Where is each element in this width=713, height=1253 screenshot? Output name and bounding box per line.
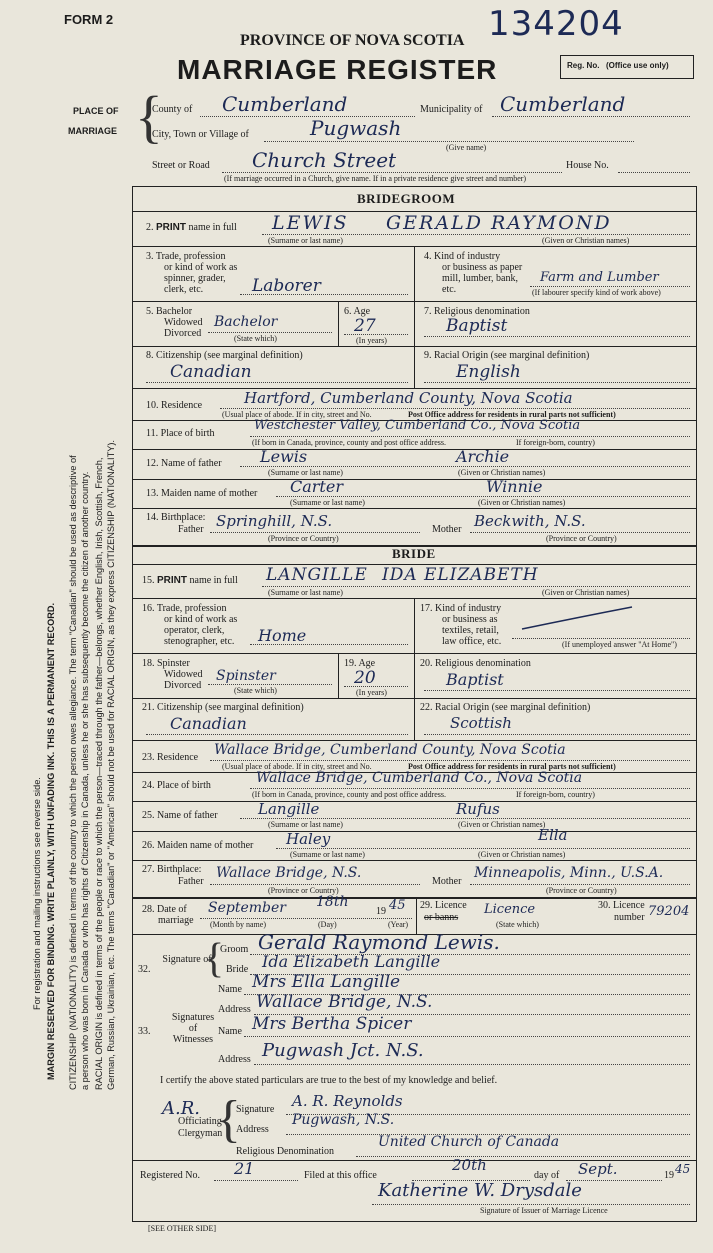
place-brace: { — [135, 84, 163, 149]
bride-religion-label: 20. Religious denomination — [420, 658, 531, 669]
marriage-date-label-b: marriage — [158, 915, 194, 926]
groom-trade-label-2: or kind of work as — [164, 262, 238, 273]
filed-day-of: day of — [534, 1170, 560, 1181]
groom-status-label-3: Divorced — [164, 328, 202, 339]
groom-sig-label: Groom — [220, 944, 249, 955]
bride-name-label — [142, 575, 238, 586]
marriage-year-caption: (Year) — [388, 920, 409, 929]
licence-number: 79204 — [648, 904, 690, 919]
bride-residence-caption-a: (Usual place of abode. If in city, street and No. — [222, 762, 372, 771]
filed-day: 20th — [452, 1156, 487, 1174]
groom-trade-value: Laborer — [252, 276, 321, 296]
marriage-day-caption: (Day) — [318, 920, 337, 929]
bride-name-rest: name in full — [189, 575, 238, 586]
bride-sig-label: Bride — [226, 964, 249, 975]
bride-birthplace-caption-a: (If born in Canada, province, county and post office address. — [252, 790, 447, 799]
witness-num: 33. — [138, 1026, 151, 1037]
registered-label: Registered No. — [140, 1170, 200, 1181]
bride-status-value: Spinster — [216, 668, 276, 684]
bride-trade-label-3: operator, clerk, — [164, 625, 225, 636]
bride-industry-label-4: law office, etc. — [442, 636, 502, 647]
groom-father-province-caption: (Province or Country) — [268, 534, 339, 543]
issuer-caption: Signature of Issuer of Marriage Licence — [480, 1206, 608, 1215]
marriage-day: 18th — [316, 894, 349, 910]
bride-industry-caption: (If unemployed answer "At Home") — [562, 640, 677, 649]
margin-racial-def-2: German, Russian, Ukrainian, etc. The terms "Canadian" or "American" should not be used for RACIAL ORIGIN, as they express CITIZENSHIP (NATIONALITY). — [106, 440, 116, 1090]
document-title: MARRIAGE REGISTER — [177, 54, 498, 85]
bride-industry-label-2: or business as — [442, 614, 498, 625]
filed-year: 45 — [675, 1162, 691, 1176]
bride-racial-value: Scottish — [450, 714, 512, 732]
clergy-address: Pugwash, N.S. — [292, 1112, 395, 1128]
groom-industry-caption: (If labourer specify kind of work above) — [532, 288, 661, 297]
give-name-caption: (Give name) — [446, 143, 487, 152]
margin-binding-note: MARGIN RESERVED FOR BINDING. WRITE PLAINLY, WITH UNFADING INK. THIS IS A PERMANENT RECORD. — [46, 602, 56, 1080]
bride-trade-label-4: stenographer, etc. — [164, 636, 235, 647]
bride-citizenship-value: Canadian — [170, 714, 247, 733]
bride-trade-value: Home — [258, 626, 307, 645]
clergy-address-label: Address — [236, 1124, 269, 1135]
bride-mother-surname: Haley — [286, 830, 331, 848]
licence-number-label: 30. Licence — [598, 900, 645, 911]
groom-trade-label — [146, 251, 237, 295]
denomination-label: Religious Denomination — [236, 1146, 335, 1157]
city-label: City, Town or Village of — [152, 129, 249, 140]
bride-age-label: 19. Age — [344, 658, 376, 669]
groom-surname: LEWIS — [272, 212, 349, 234]
sig-brace: { — [204, 936, 225, 982]
bride-signature: Ida Elizabeth Langille — [262, 952, 441, 971]
groom-parents-birthplace-label: 14. Birthplace: — [146, 512, 206, 523]
bride-given-caption: (Given or Christian names) — [542, 588, 630, 597]
groom-citizenship-value: Canadian — [170, 362, 252, 382]
street-label: Street or Road — [152, 160, 210, 171]
bride-trade-label-1: 16. Trade, profession — [142, 603, 227, 614]
groom-religion-value: Baptist — [446, 316, 508, 336]
municipality-label: Municipality of — [420, 104, 483, 115]
clergy-denomination: United Church of Canada — [378, 1134, 560, 1150]
groom-birthplace-caption-a: (If born in Canada, province, county and post office address. — [252, 438, 447, 447]
bride-status-label — [142, 658, 202, 691]
street-value: Church Street — [252, 148, 397, 172]
clergy-brace: { — [216, 1091, 241, 1148]
groom-father-birthplace-label: Father — [178, 524, 204, 535]
groom-status-value: Bachelor — [214, 314, 278, 330]
bride-father-label: 25. Name of father — [142, 810, 218, 821]
witness-label: Signatures of Witnesses — [171, 1012, 215, 1045]
bride-status-label-1: 18. Spinster — [142, 658, 190, 669]
groom-given: GERALD RAYMOND — [386, 212, 612, 234]
bride-father-surname-caption: (Surname or last name) — [268, 820, 343, 829]
county-value: Cumberland — [222, 92, 348, 116]
licence-banns-label: or banns — [424, 912, 459, 923]
sig-32-num: 32. — [138, 964, 151, 975]
bride-father-given: Rufus — [456, 800, 500, 818]
reg-box-note: (Office use only) — [606, 61, 669, 70]
bride-residence-value: Wallace Bridge, Cumberland County, Nova Scotia — [214, 742, 566, 758]
bride-age-value: 20 — [354, 668, 376, 688]
bride-industry-label-3: textiles, retail, — [442, 625, 499, 636]
groom-residence-caption-b: Post Office address for residents in rural parts not sufficient) — [408, 410, 616, 419]
groom-name-label — [146, 222, 237, 233]
bride-religion-value: Baptist — [446, 670, 504, 689]
groom-surname-caption: (Surname or last name) — [268, 236, 343, 245]
form-number: FORM 2 — [64, 12, 114, 27]
province-heading: PROVINCE OF NOVA SCOTIA — [240, 32, 465, 49]
bride-mother-birthplace-label: Mother — [432, 876, 462, 887]
bride-given: IDA ELIZABETH — [382, 565, 539, 585]
groom-mother-surname: Carter — [290, 477, 343, 496]
bride-birthplace-caption-b: If foreign-born, country) — [516, 790, 595, 799]
bride-mother-given: Ella — [538, 826, 568, 844]
bride-name-num: 15. — [142, 575, 155, 586]
groom-status-label-2: Widowed — [164, 317, 203, 328]
groom-industry-label-3: mill, lumber, bank, — [442, 273, 518, 284]
officiating-label-2: Clergyman — [178, 1128, 223, 1139]
groom-father-birthplace: Springhill, N.S. — [216, 512, 333, 530]
bride-parents-birthplace-label: 27. Birthplace: — [142, 864, 202, 875]
street-caption: (If marriage occurred in a Church, give name. If in a private residence give street and number) — [224, 174, 527, 183]
groom-age-caption: (In years) — [356, 336, 387, 345]
officiating-label-1: Officiating — [178, 1116, 222, 1127]
bride-mother-label: 26. Maiden name of mother — [142, 840, 254, 851]
groom-religion-label: 7. Religious denomination — [424, 306, 530, 317]
witness1-address: Wallace Bridge, N.S. — [256, 992, 433, 1012]
groom-status-label-1: 5. Bachelor — [146, 306, 193, 317]
see-other-side: [SEE OTHER SIDE] — [148, 1224, 216, 1233]
bride-age-caption: (In years) — [356, 688, 387, 697]
groom-residence-value: Hartford, Cumberland County, Nova Scotia — [244, 389, 573, 407]
witness2-address: Pugwash Jct. N.S. — [262, 1040, 424, 1061]
certify-statement: I certify the above stated particulars are true to the best of my knowledge and belief. — [160, 1075, 498, 1086]
county-label: County of — [152, 104, 193, 115]
bride-heading: BRIDE — [392, 546, 436, 561]
witness2-name: Mrs Bertha Spicer — [252, 1014, 412, 1034]
bride-racial-label: 22. Racial Origin (see marginal definition) — [420, 702, 591, 713]
clergy-signature: A. R. Reynolds — [292, 1092, 403, 1110]
w2-address-label: Address — [218, 1054, 251, 1065]
filed-month: Sept. — [578, 1160, 618, 1178]
bride-father-given-caption: (Given or Christian names) — [458, 820, 546, 829]
marriage-year-prefix: 19 — [376, 906, 386, 917]
bride-birthplace-label: 24. Place of birth — [142, 780, 211, 791]
groom-father-given: Archie — [456, 447, 510, 466]
bride-surname: LANGILLE — [266, 565, 368, 585]
marriage-date-label — [142, 904, 187, 915]
groom-father-surname: Lewis — [260, 447, 308, 466]
groom-industry-value: Farm and Lumber — [540, 270, 659, 285]
marriage-month-caption: (Month by name) — [210, 920, 266, 929]
house-no-label: House No. — [566, 160, 609, 171]
groom-citizenship-label: 8. Citizenship (see marginal definition) — [146, 350, 303, 361]
groom-trade-label-1: 3. Trade, profession — [146, 251, 226, 262]
bride-status-label-3: Divorced — [164, 680, 202, 691]
bride-residence-caption-b: Post Office address for residents in rural parts not sufficient) — [408, 762, 616, 771]
groom-mother-given-caption: (Given or Christian names) — [478, 498, 566, 507]
groom-mother-birthplace-label: Mother — [432, 524, 462, 535]
register-number: 134204 — [488, 4, 624, 44]
w2-name-label: Name — [218, 1026, 242, 1037]
groom-trade-label-4: clerk, etc. — [164, 284, 204, 295]
groom-father-label: 12. Name of father — [146, 458, 222, 469]
licence-number-label-b: number — [614, 912, 645, 923]
groom-trade-label-3: spinner, grader, — [164, 273, 226, 284]
filed-year-prefix: 19 — [664, 1170, 674, 1181]
bride-residence-label: 23. Residence — [142, 752, 199, 763]
groom-state-which: (State which) — [234, 334, 277, 343]
bride-birthplace-value: Wallace Bridge, Cumberland Co., Nova Scotia — [256, 770, 583, 786]
bride-mother-province-caption: (Province or Country) — [546, 886, 617, 895]
reg-box-label: Reg. No. — [567, 61, 600, 70]
bride-trade-label-2: or kind of work as — [164, 614, 238, 625]
licence-label: 29. Licence — [420, 900, 467, 911]
groom-age-value: 27 — [354, 316, 376, 336]
licence-state-which: (State which) — [496, 920, 539, 929]
bride-trade-label — [142, 603, 237, 647]
groom-mother-province-caption: (Province or Country) — [546, 534, 617, 543]
groom-father-given-caption: (Given or Christian names) — [458, 468, 546, 477]
w1-name-label: Name — [218, 984, 242, 995]
groom-industry-label-4: etc. — [442, 284, 457, 295]
groom-racial-value: English — [456, 362, 521, 382]
bride-mother-surname-caption: (Surname or last name) — [290, 850, 365, 859]
registered-number: 21 — [234, 1159, 255, 1178]
place-label-2: MARRIAGE — [68, 126, 117, 136]
sig-32-label: Signature of — [162, 954, 212, 965]
witness1-name: Mrs Ella Langille — [252, 972, 401, 992]
marriage-year: 45 — [389, 898, 406, 913]
groom-industry-label — [424, 251, 522, 295]
clergy-signature-label: Signature — [236, 1104, 275, 1115]
groom-given-caption: (Given or Christian names) — [542, 236, 630, 245]
place-label-1: PLACE OF — [73, 106, 119, 116]
groom-residence-label: 10. Residence — [146, 400, 203, 411]
municipality-value: Cumberland — [500, 92, 626, 116]
city-value: Pugwash — [310, 116, 402, 140]
marriage-month: September — [208, 900, 286, 916]
groom-birthplace-label: 11. Place of birth — [146, 428, 215, 439]
w1-address-label: Address — [218, 1004, 251, 1015]
groom-industry-label-2: or business as paper — [442, 262, 523, 273]
issuer-signature: Katherine W. Drysdale — [378, 1180, 582, 1201]
margin-instructions: For registration and mailing instructions see reverse side. — [32, 777, 42, 1010]
bride-status-label-2: Widowed — [164, 669, 203, 680]
groom-mother-given: Winnie — [486, 477, 543, 496]
groom-signature: Gerald Raymond Lewis. — [258, 930, 500, 954]
bride-state-which: (State which) — [234, 686, 277, 695]
groom-mother-surname-caption: (Surname or last name) — [290, 498, 365, 507]
margin-citizenship-def-2: a person who was born in Canada or who has rights of Citizenship in Canada, unless he or she has subsequently become the citizen of another country. — [80, 471, 90, 1090]
groom-mother-birthplace: Beckwith, N.S. — [474, 512, 586, 530]
groom-name-rest: name in full — [188, 222, 237, 233]
marriage-date-label-a: Date of — [157, 904, 187, 915]
groom-racial-label: 9. Racial Origin (see marginal definition) — [424, 350, 590, 361]
licence-type: Licence — [484, 902, 536, 917]
bride-father-birthplace-label: Father — [178, 876, 204, 887]
filed-label: Filed at this office — [304, 1170, 377, 1181]
groom-industry-label-1: 4. Kind of industry — [424, 251, 501, 262]
bridegroom-heading: BRIDEGROOM — [357, 191, 456, 206]
bride-print-label: PRINT — [157, 575, 187, 586]
margin-racial-def-1: RACIAL ORIGIN is defined in terms of the people or race to which the person—traced through the father—belongs, whether English, Irish, Scottish, French, — [94, 457, 104, 1090]
clergy-initials: A.R. — [162, 1098, 200, 1119]
bride-industry-label — [420, 603, 501, 647]
groom-name-num: 2. — [146, 222, 154, 233]
marriage-date-num: 28. — [142, 904, 155, 915]
bride-mother-given-caption: (Given or Christian names) — [478, 850, 566, 859]
groom-birthplace-caption-b: If foreign-born, country) — [516, 438, 595, 447]
groom-print-label: PRINT — [156, 222, 186, 233]
groom-age-label: 6. Age — [344, 306, 371, 317]
margin-citizenship-def-1: CITIZENSHIP (NATIONALITY) is defined in terms of the country to which the person owes allegiance. The term "Canadian" should be used as descriptive of — [68, 455, 78, 1090]
bride-industry-label-1: 17. Kind of industry — [420, 603, 502, 614]
bride-citizenship-label: 21. Citizenship (see marginal definition) — [142, 702, 304, 713]
bride-father-province-caption: (Province or Country) — [268, 886, 339, 895]
groom-residence-caption-a: (Usual place of abode. If in city, street and No. — [222, 410, 372, 419]
bride-industry-dash — [520, 603, 640, 633]
groom-mother-label: 13. Maiden name of mother — [146, 488, 258, 499]
groom-father-surname-caption: (Surname or last name) — [268, 468, 343, 477]
groom-status-label — [146, 306, 202, 339]
groom-birthplace-value: Westchester Valley, Cumberland Co., Nova Scotia — [254, 418, 581, 433]
bride-father-surname: Langille — [258, 800, 320, 818]
bride-mother-birthplace: Minneapolis, Minn., U.S.A. — [474, 865, 664, 881]
bride-surname-caption: (Surname or last name) — [268, 588, 343, 597]
reg-office-box — [560, 55, 694, 79]
bride-father-birthplace: Wallace Bridge, N.S. — [216, 865, 362, 881]
